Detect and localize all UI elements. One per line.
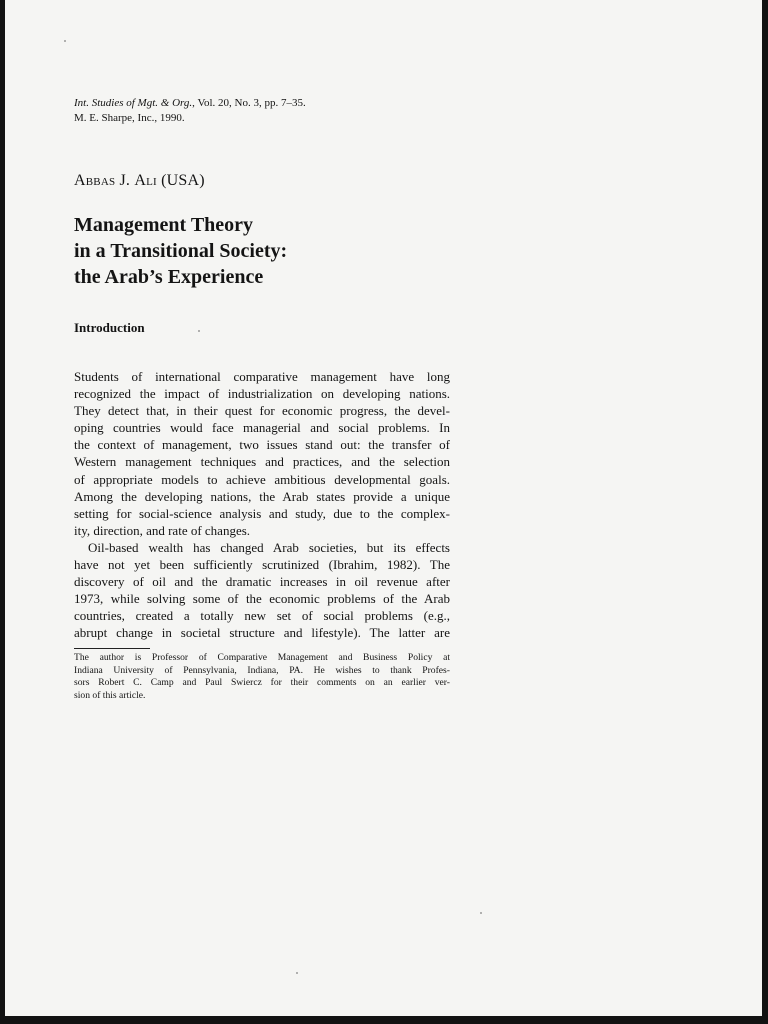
footnote-line: sors Robert C. Camp and Paul Swiercz for their comments on an earlier ver- <box>74 677 450 688</box>
body-line: 1973, while solving some of the economic problems of the Arab <box>74 591 450 607</box>
body-line: setting for social-science analysis and study, due to the complex- <box>74 505 450 521</box>
footnote-divider <box>74 648 150 649</box>
body-line: Among the developing nations, the Arab states provide a unique <box>74 488 450 504</box>
body-line: countries, created a totally new set of social problems (e.g., <box>74 608 450 624</box>
body-line: have not yet been sufficiently scrutinized (Ibrahim, 1982). The <box>74 557 450 573</box>
scan-speck <box>64 40 66 42</box>
body-line: recognized the impact of industrialization on developing nations. <box>74 386 450 402</box>
body-line: They detect that, in their quest for economic progress, the devel- <box>74 403 450 419</box>
journal-name: Int. Studies of Mgt. & Org. <box>74 97 193 109</box>
body-line: Oil-based wealth has changed Arab societies, but its effects <box>88 539 450 555</box>
body-line: ity, direction, and rate of changes. <box>74 522 251 538</box>
body-line: discovery of oil and the dramatic increases in oil revenue after <box>74 574 450 590</box>
volume-info: , Vol. 20, No. 3, pp. 7–35. <box>192 97 306 109</box>
scan-edge-left <box>0 0 5 1024</box>
section-heading: Introduction <box>74 320 145 335</box>
scan-speck <box>198 330 200 332</box>
scan-edge-bottom <box>0 1016 768 1024</box>
body-line: abrupt change in societal structure and lifestyle). The latter are <box>74 625 450 641</box>
author-line <box>74 172 205 190</box>
citation-block <box>74 96 306 125</box>
body-line: of appropriate models to achieve ambitious developmental goals. <box>74 471 450 487</box>
footnote <box>74 652 450 702</box>
author-first-name: Abbas <box>74 172 116 189</box>
scan-speck <box>480 912 482 914</box>
author-initial: J. <box>119 172 131 189</box>
title-line: Management Theory <box>74 214 254 236</box>
publisher-line: M. E. Sharpe, Inc., 1990. <box>74 111 185 124</box>
author-last-name: Ali <box>134 172 157 189</box>
title-line: the Arab’s Experience <box>74 266 264 288</box>
footnote-line: Indiana University of Pennsylvania, Indiana, PA. He wishes to thank Profes- <box>74 664 450 676</box>
body-line: Students of international comparative management have long <box>74 369 450 384</box>
body-line: Western management techniques and practices, and the selection <box>74 454 450 470</box>
title-line: in a Transitional Society: <box>74 240 288 262</box>
article-title <box>74 212 287 290</box>
author-country: (USA) <box>161 172 205 189</box>
body-line: oping countries would face managerial and social problems. In <box>74 420 450 436</box>
scan-edge-right <box>762 0 768 1024</box>
body-text <box>74 368 450 642</box>
body-line: the context of management, two issues stand out: the transfer of <box>74 437 450 453</box>
footnote-line: sion of this article. <box>74 689 146 701</box>
scan-speck <box>296 972 298 974</box>
footnote-line: The author is Professor of Comparative Management and Business Policy at <box>74 652 450 663</box>
